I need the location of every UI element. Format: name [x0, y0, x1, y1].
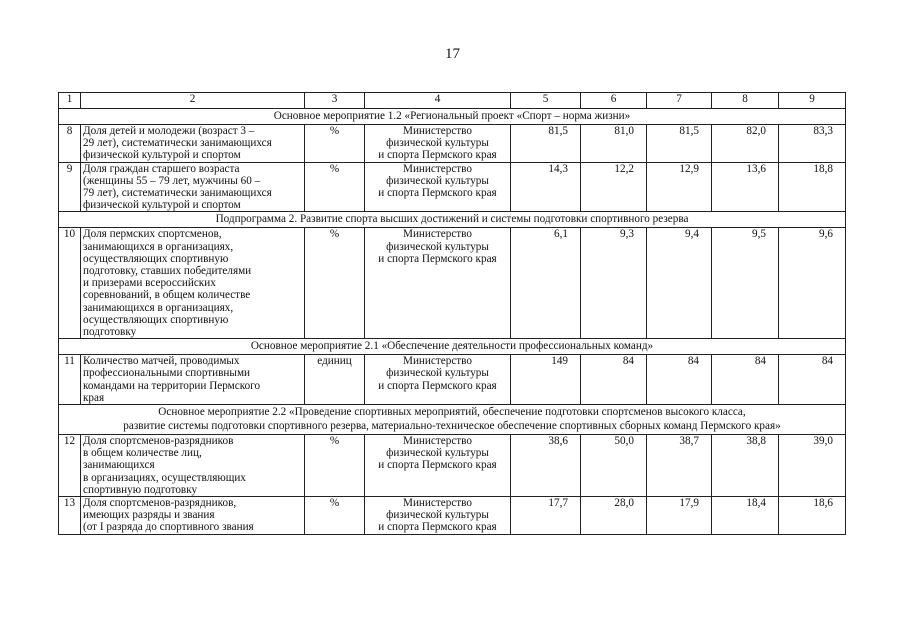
- section-row: [59, 339, 846, 355]
- indicator-description: [81, 228, 305, 339]
- unit-cell: %: [305, 435, 365, 497]
- description-line: физической культурой и спортом: [83, 149, 241, 162]
- section-title-line: Основное мероприятие 1.2 «Региональный проект «Спорт – норма жизни»: [273, 110, 631, 122]
- ministry-line: Министерство: [403, 497, 472, 510]
- indicator-description: [81, 435, 305, 497]
- description-line: подготовку, ставших победителями: [83, 265, 252, 278]
- unit-cell: единиц: [305, 355, 365, 405]
- value-cell: 38,7: [647, 435, 712, 497]
- description-line: подготовку: [83, 326, 137, 339]
- value-cell: 28,0: [581, 497, 647, 535]
- value-cell: 9,5: [712, 228, 779, 339]
- value-cell: 18,4: [712, 497, 779, 535]
- header-cell: 5: [511, 93, 581, 109]
- value-cell: 81,5: [511, 125, 581, 163]
- description-line: 29 лет), систематически занимающихся: [83, 137, 272, 150]
- description-line: командами на территории Пермского: [83, 379, 261, 392]
- value-cell: 149: [511, 355, 581, 405]
- responsible-ministry: [365, 497, 511, 535]
- ministry-line: Министерство: [403, 435, 472, 448]
- value-cell: 38,6: [511, 435, 581, 497]
- ministry-line: и спорта Пермского края: [378, 252, 497, 265]
- ministry-line: физической культуры: [386, 240, 489, 253]
- value-cell: 38,8: [712, 435, 779, 497]
- description-line: в общем количестве лиц,: [83, 447, 202, 460]
- section-row: [59, 109, 846, 125]
- value-cell: 6,1: [511, 228, 581, 339]
- value-cell: 18,6: [779, 497, 846, 535]
- ministry-line: физической культуры: [386, 137, 489, 150]
- value-cell: 9,4: [647, 228, 712, 339]
- row-number: 9: [59, 162, 81, 212]
- value-cell: 81,0: [581, 125, 647, 163]
- value-cell: 82,0: [712, 125, 779, 163]
- unit-cell: %: [305, 125, 365, 163]
- description-line: и призерами всероссийских: [83, 277, 216, 290]
- header-cell: 1: [59, 93, 81, 109]
- value-cell: 12,2: [581, 162, 647, 212]
- ministry-line: Министерство: [403, 125, 472, 137]
- value-cell: 17,7: [511, 497, 581, 535]
- indicator-description: [81, 162, 305, 212]
- value-cell: 84: [712, 355, 779, 405]
- ministry-line: Министерство: [403, 228, 472, 241]
- description-line: профессиональными спортивными: [83, 367, 251, 380]
- indicator-row: [59, 162, 846, 212]
- indicator-row: [59, 355, 846, 405]
- value-cell: 9,3: [581, 228, 647, 339]
- indicator-row: [59, 228, 846, 339]
- section-title: [59, 109, 846, 125]
- unit-cell: %: [305, 162, 365, 212]
- description-line: Доля граждан старшего возраста: [83, 162, 240, 175]
- ministry-line: физической культуры: [386, 174, 489, 187]
- page-number: 17: [445, 46, 460, 62]
- indicators-table: [58, 92, 846, 535]
- value-cell: 13,6: [712, 162, 779, 212]
- ministry-line: Министерство: [403, 162, 472, 175]
- value-cell: 14,3: [511, 162, 581, 212]
- ministry-line: и спорта Пермского края: [378, 459, 497, 472]
- section-title: [59, 212, 846, 228]
- description-line: физической культурой и спортом: [83, 199, 241, 212]
- value-cell: 84: [647, 355, 712, 405]
- row-number: 12: [59, 435, 81, 497]
- value-cell: 12,9: [647, 162, 712, 212]
- row-number: 10: [59, 228, 81, 339]
- value-cell: 84: [581, 355, 647, 405]
- row-number: 13: [59, 497, 81, 535]
- ministry-line: физической культуры: [386, 447, 489, 460]
- header-cell: 8: [712, 93, 779, 109]
- description-line: имеющих разряды и звания: [83, 509, 215, 522]
- description-line: занимающихся в организациях,: [83, 240, 234, 253]
- value-cell: 9,6: [779, 228, 846, 339]
- ministry-line: и спорта Пермского края: [378, 521, 497, 534]
- header-cell: 7: [647, 93, 712, 109]
- ministry-line: и спорта Пермского края: [378, 187, 497, 200]
- description-line: 79 лет), систематически занимающихся: [83, 187, 272, 200]
- section-row: [59, 405, 846, 435]
- ministry-line: Министерство: [403, 355, 472, 368]
- ministry-line: физической культуры: [386, 509, 489, 522]
- value-cell: 50,0: [581, 435, 647, 497]
- description-line: занимающихся в организациях,: [83, 301, 234, 314]
- header-cell: 3: [305, 93, 365, 109]
- section-title-line: Основное мероприятие 2.1 «Обеспечение деятельности профессиональных команд»: [250, 340, 654, 353]
- section-title-line: Основное мероприятие 2.2 «Проведение спортивных мероприятий, обеспечение подготовки спортсменов высокого класса,: [158, 406, 746, 419]
- row-number: 8: [59, 125, 81, 163]
- description-line: Количество матчей, проводимых: [83, 355, 240, 368]
- value-cell: 18,8: [779, 162, 846, 212]
- description-line: Доля спортсменов-разрядников: [83, 435, 234, 448]
- description-line: Доля пермских спортсменов,: [83, 228, 222, 241]
- value-cell: 83,3: [779, 125, 846, 163]
- description-line: края: [83, 391, 105, 404]
- description-line: соревнований, в общем количестве: [83, 289, 251, 302]
- table-body: [59, 93, 846, 535]
- description-line: осуществляющих спортивную: [83, 313, 229, 326]
- indicator-description: [81, 497, 305, 535]
- ministry-line: физической культуры: [386, 367, 489, 380]
- responsible-ministry: [365, 435, 511, 497]
- description-line: (от I разряда до спортивного звания: [83, 521, 254, 534]
- section-title: [59, 339, 846, 355]
- unit-cell: %: [305, 497, 365, 535]
- ministry-line: и спорта Пермского края: [378, 379, 497, 392]
- indicator-row: [59, 497, 846, 535]
- responsible-ministry: [365, 228, 511, 339]
- responsible-ministry: [365, 355, 511, 405]
- description-line: Доля детей и молодежи (возраст 3 –: [83, 125, 255, 137]
- unit-cell: %: [305, 228, 365, 339]
- header-cell: 2: [81, 93, 305, 109]
- header-cell: 9: [779, 93, 846, 109]
- description-line: в организациях, осуществляющих: [83, 471, 246, 484]
- indicator-row: [59, 435, 846, 497]
- value-cell: 17,9: [647, 497, 712, 535]
- header-cell: 4: [365, 93, 511, 109]
- responsible-ministry: [365, 162, 511, 212]
- indicator-row: [59, 125, 846, 163]
- description-line: Доля спортсменов-разрядников,: [83, 497, 237, 510]
- description-line: (женщины 55 – 79 лет, мужчины 60 –: [83, 174, 261, 187]
- value-cell: 39,0: [779, 435, 846, 497]
- indicator-description: [81, 355, 305, 405]
- section-title-line: развитие системы подготовки спортивного резерва, материально-техническое обеспечение спортивных сборных команд Пермского края»: [123, 420, 781, 433]
- description-line: занимающихся: [83, 459, 155, 472]
- section-row: [59, 212, 846, 228]
- description-line: осуществляющих спортивную: [83, 252, 229, 265]
- description-line: спортивную подготовку: [83, 483, 198, 496]
- ministry-line: и спорта Пермского края: [378, 149, 497, 162]
- value-cell: 81,5: [647, 125, 712, 163]
- section-title: [59, 405, 846, 435]
- header-row: [59, 93, 846, 109]
- section-title-line: Подпрограмма 2. Развитие спорта высших достижений и системы подготовки спортивного резерва: [215, 213, 689, 226]
- row-number: 11: [59, 355, 81, 405]
- responsible-ministry: [365, 125, 511, 163]
- header-cell: 6: [581, 93, 647, 109]
- indicator-description: [81, 125, 305, 163]
- value-cell: 84: [779, 355, 846, 405]
